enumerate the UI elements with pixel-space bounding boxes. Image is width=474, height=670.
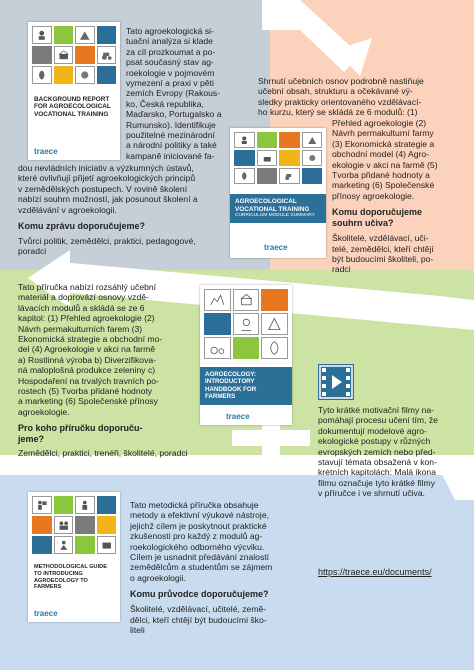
- tile: [75, 516, 95, 534]
- tile: [54, 46, 74, 64]
- book-title: METHODOLOGICAL GUIDE TO INTRODUCING AGROECOLOGY TO FARMERS: [34, 564, 107, 591]
- book-cover-background-report[interactable]: [28, 22, 120, 160]
- section1-question: Komu zprávu doporučujeme?: [18, 221, 146, 232]
- section4-answer-line: Školitelé, vzdělávací, učitelé, země-: [130, 604, 267, 615]
- line: pomáhají procesu učení tím, že: [318, 415, 438, 426]
- line: o agroekologii.: [130, 572, 186, 583]
- book-title: AGROECOLOGY: INTRODUCTORY HANDBOOK FOR FARMERS: [205, 371, 257, 401]
- section2-question-line: Komu doporučujeme: [332, 207, 423, 218]
- line: materiál a doprovází osnovy vzdě-: [18, 292, 149, 303]
- section1-answer-line: poradci: [18, 246, 47, 257]
- line: přínosy agroekologie.: [332, 190, 415, 201]
- line: a národní politiky a také: [126, 140, 217, 151]
- line: a marketing (6) Společenské přínosy: [18, 396, 158, 407]
- tile: [54, 26, 74, 44]
- tile: [302, 132, 323, 148]
- line: Tvorba přidané hodnoty a: [332, 170, 430, 181]
- line: Cílem je usnadnit předávání znalostí: [130, 552, 270, 563]
- tile: [54, 516, 74, 534]
- cover-sketch-grid: [200, 285, 292, 363]
- line: del (4) Agroekologie v akci na farmě: [18, 344, 156, 355]
- tile: [54, 496, 74, 514]
- line: nabízí souhrn možností, jak posunout školení a: [18, 194, 198, 205]
- line: evropských zemích nebo před-: [318, 446, 436, 457]
- line: ko, Česká republika,: [126, 98, 204, 109]
- line: Hospodaření na trvalých travních po-: [18, 375, 159, 386]
- documents-link-wrap: [318, 562, 472, 580]
- line: Shrnutí učebních osnov podrobně nastiňuje: [258, 76, 424, 86]
- cover-mosaic: [28, 492, 120, 558]
- section4-text: [130, 500, 306, 635]
- tile: [234, 168, 255, 184]
- tile: [233, 337, 260, 359]
- tile: [261, 289, 288, 311]
- tile: [97, 496, 117, 514]
- book-cover-introductory-handbook[interactable]: [200, 285, 292, 425]
- cover-title-band: [200, 367, 292, 405]
- line: Maďarsko, Portugalsko a: [126, 109, 222, 120]
- line: kapitol: (1) Přehled agroekologie (2): [18, 313, 155, 324]
- line: vymezení a praxi v pěti: [126, 78, 214, 89]
- line: Tato příručka nabízí rozsáhlý učební: [18, 282, 157, 292]
- section3-question-line: Pro koho příručku doporuču-: [18, 423, 143, 434]
- book-title: AGROECOLOGICAL VOCATIONAL TRAINING: [235, 198, 310, 213]
- line: vzdělávání v agroekologii.: [18, 204, 117, 215]
- book-subtitle: CURRICULUM MODULE SUMMARY: [235, 213, 315, 219]
- line: kampaně iniciované fa-: [126, 150, 215, 161]
- section2-question-line: souhrn učiva?: [332, 218, 394, 229]
- tile: [32, 26, 52, 44]
- book-cover-methodological-guide[interactable]: [28, 492, 120, 622]
- line: zemích Evropy (Rakous-: [126, 88, 221, 99]
- section4-answer-line: dělci, kteří chtějí být budoucími ško-: [130, 614, 267, 625]
- traece-logo: traece: [34, 609, 58, 618]
- line: lávacích modulů a skládá se ze 6: [18, 302, 145, 313]
- line: a) Rostlinná výroba b) Diverzifikova-: [18, 354, 157, 365]
- tile: [279, 168, 300, 184]
- section3-question-line: jeme?: [18, 434, 45, 445]
- traece-logo: traece: [264, 243, 288, 252]
- tile: [204, 313, 231, 335]
- line: použitelné mezinárodní: [126, 130, 215, 141]
- traece-logo: traece: [226, 412, 250, 421]
- video-text: [318, 405, 470, 499]
- tile: [257, 132, 278, 148]
- tile: [261, 337, 288, 359]
- tile: [32, 66, 52, 84]
- book-title: BACKGROUND REPORT FOR AGROECOLOGICAL VOCATIONAL TRAINING: [34, 96, 111, 118]
- line: sledky prakticky orientovaného vzdělávací-: [258, 96, 422, 107]
- line: roekologického odborného výcviku.: [130, 541, 265, 552]
- tile: [261, 313, 288, 335]
- section3-answer-text: Zemědělci, praktici, trenéři, školitelé, poradci: [18, 448, 188, 458]
- line: rostech (5) Tvorba přidané hodnoty: [18, 386, 153, 397]
- tile: [257, 150, 278, 166]
- tile: [97, 66, 117, 84]
- line: filmu označuje tyto krátké filmy: [318, 477, 436, 488]
- cover-mosaic: [28, 22, 120, 88]
- line: Tato agroekologická si-: [126, 26, 214, 36]
- line: v příručce i ve shrnutí učiva.: [318, 488, 425, 499]
- line: za cíl prozkoumat a po-: [126, 46, 216, 57]
- tile: [279, 150, 300, 166]
- tile: [302, 150, 323, 166]
- line: Ekonomická strategie a obchodní mo-: [18, 334, 163, 345]
- section2-text-top: [258, 76, 468, 118]
- section2-answer-line: být budoucími školiteli, po-: [332, 254, 434, 265]
- line: ho kurzu, který se skládá ze 6 modulů: (1): [258, 107, 418, 118]
- line: Tato metodická příručka obsahuje: [130, 500, 259, 510]
- tile: [204, 337, 231, 359]
- line: tuační analýza si klade: [126, 36, 213, 47]
- line: agroekologie.: [18, 406, 70, 417]
- tile: [97, 536, 117, 554]
- book-cover-curriculum-summary[interactable]: [230, 128, 326, 258]
- line: Rumunsko). Identifikuje: [126, 119, 216, 130]
- tile: [75, 536, 95, 554]
- line: roekologie v pojmovém: [126, 67, 215, 78]
- line: Tyto krátké motivační filmy na-: [318, 405, 435, 415]
- line: zkušenosti pro každý z modulů ag-: [130, 531, 263, 542]
- line: stavují témata obsažená v kon-: [318, 457, 437, 468]
- line: Přehled agroekologie (2): [332, 118, 427, 128]
- tile: [32, 516, 52, 534]
- tile: [32, 536, 52, 554]
- line: ekologické postupy v různých: [318, 436, 431, 447]
- tile: [233, 289, 260, 311]
- section2-text-side: [332, 118, 472, 275]
- line: jejichž cílem je poskytnout praktické: [130, 520, 267, 531]
- line: obchodní model (4) Agro-: [332, 149, 429, 160]
- line: Návrh permakulturních farem (3): [18, 323, 143, 334]
- section4-answer-line: liteli: [130, 625, 145, 636]
- tile: [234, 132, 255, 148]
- video-icon[interactable]: [318, 364, 354, 400]
- line: marketing (6) Společenské: [332, 180, 435, 191]
- traece-logo: traece: [34, 147, 58, 156]
- section2-answer-line: Školitelé, vzdělávací, uči-: [332, 233, 429, 244]
- tile: [75, 66, 95, 84]
- section2-answer-line: telé, zemědělci, kteří chtějí: [332, 243, 434, 254]
- section4-question: Komu průvodce doporučujeme?: [130, 589, 269, 600]
- line: dou nevládních iniciativ a výzkumných ústavů,: [18, 163, 194, 173]
- tile: [75, 26, 95, 44]
- tile: [54, 536, 74, 554]
- tile: [204, 289, 231, 311]
- line: zemědělcům a studentům se zájmem: [130, 562, 273, 573]
- section1-answer-line: Tvůrci politik, zemědělci, praktici, pedagogové,: [18, 236, 196, 247]
- line: Návrh permakulturní farmy: [332, 128, 434, 139]
- tile: [257, 168, 278, 184]
- section3-text: [18, 282, 200, 449]
- line: dokumentují modelové agro-: [318, 425, 427, 436]
- line: psat současný stav ag-: [126, 57, 214, 68]
- line: které ovlivňují přijetí agroekologických principů: [18, 173, 196, 184]
- tile: [75, 46, 95, 64]
- cross-horizontal: [232, 430, 310, 446]
- tile: [32, 496, 52, 514]
- tile: [75, 496, 95, 514]
- tile: [97, 46, 117, 64]
- tile: [54, 66, 74, 84]
- tile: [234, 150, 255, 166]
- tile: [302, 168, 323, 184]
- line: v zemědělských postupech. V rovině školení: [18, 183, 188, 194]
- tile: [97, 26, 117, 44]
- tile: [32, 46, 52, 64]
- cover-mosaic: [230, 128, 326, 188]
- section2-answer-line: radci: [332, 264, 351, 275]
- tile: [97, 516, 117, 534]
- tile: [279, 132, 300, 148]
- line: metody a efektivní výukové nástroje,: [130, 510, 270, 521]
- line: krétních kapitolách: Malá ikona: [318, 467, 436, 478]
- section1-text-full: [18, 163, 238, 257]
- line: ná maloplošná produkce zeleniny c): [18, 365, 156, 376]
- line: (3) Ekonomická strategie a: [332, 138, 435, 149]
- line: učební obsah, strukturu a očekávané vý-: [258, 86, 413, 97]
- tile: [233, 313, 260, 335]
- line: ekologie v akci na farmě (5): [332, 159, 438, 170]
- cover-title-band: [230, 194, 326, 223]
- section3-answer: [18, 448, 258, 458]
- documents-link[interactable]: https://traece.eu/documents/: [318, 567, 432, 577]
